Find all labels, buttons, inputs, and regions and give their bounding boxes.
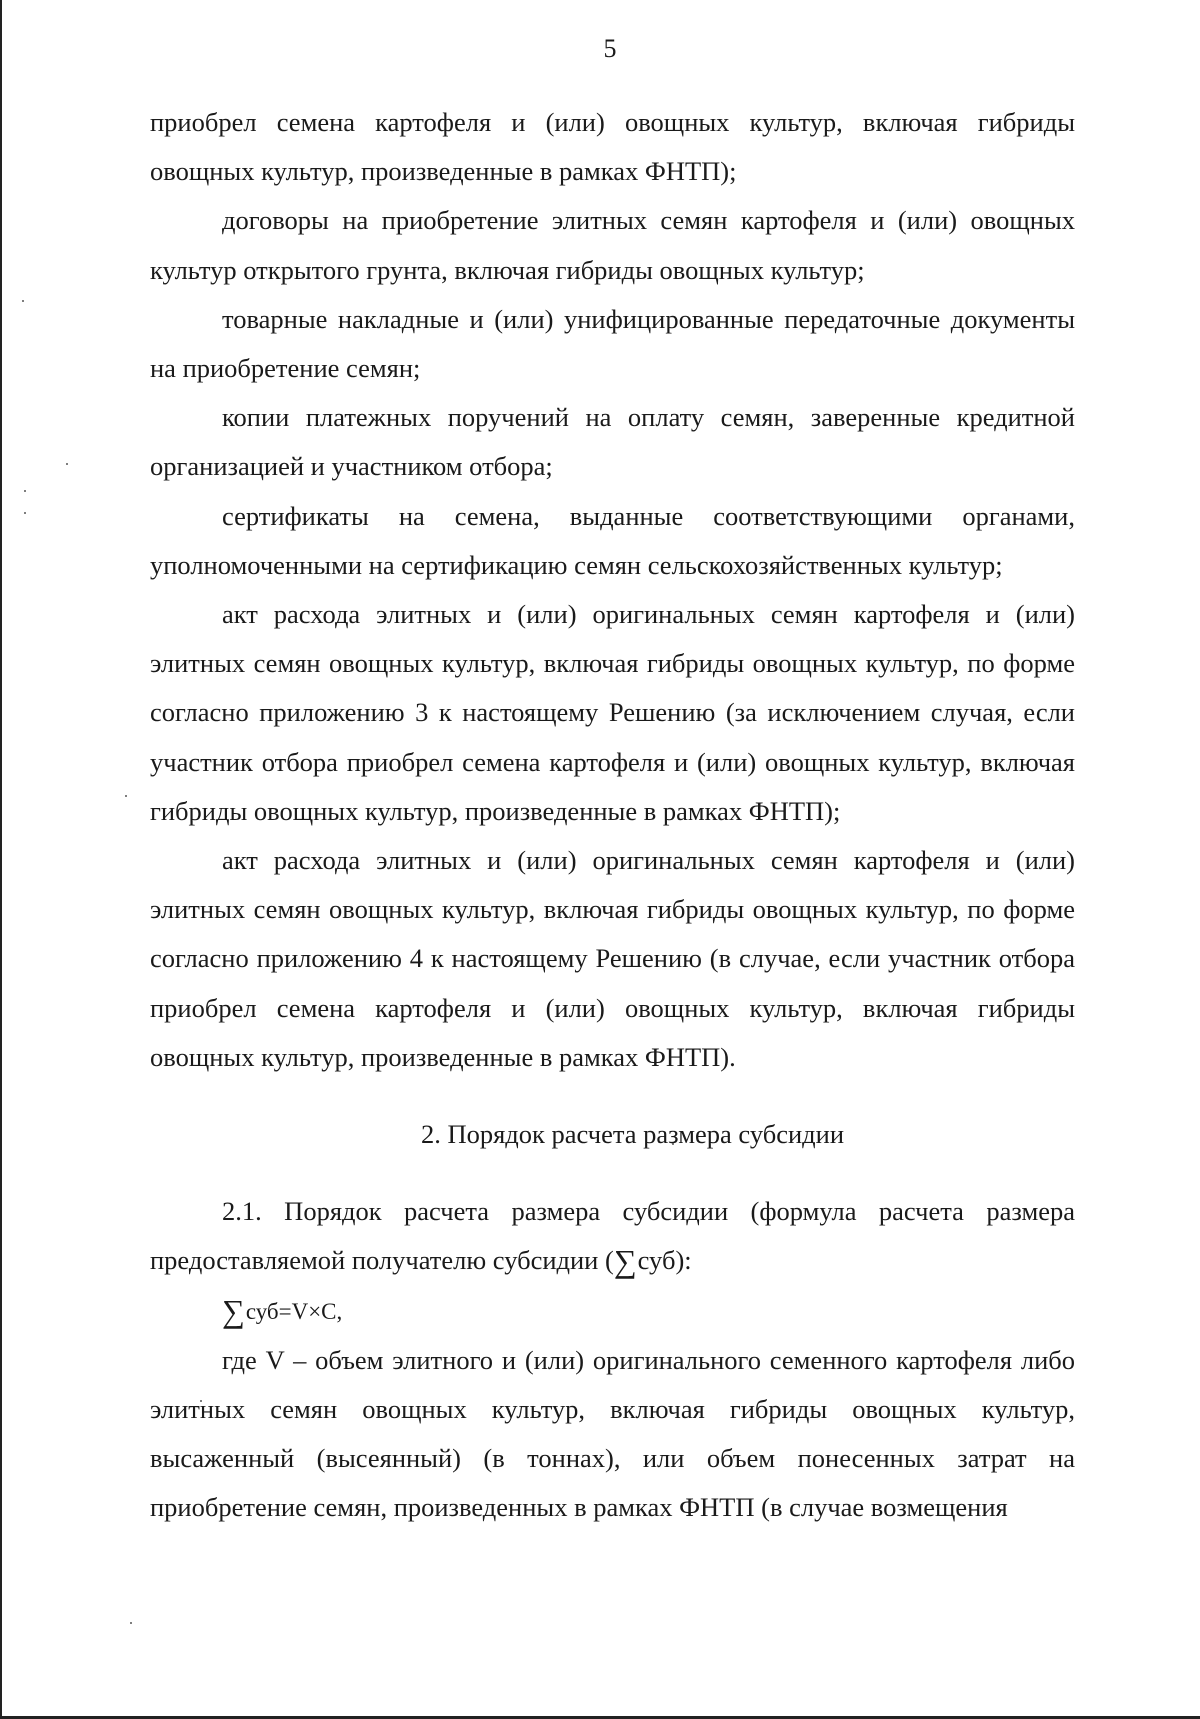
scan-speck bbox=[24, 512, 26, 514]
scan-speck bbox=[125, 795, 127, 797]
paragraph-continuation: приобрел семена картофеля и (или) овощных культур, включая гибриды овощных культур, произведенные в рамках ФНТП); bbox=[150, 107, 1075, 187]
scan-speck bbox=[66, 463, 68, 465]
scan-speck bbox=[22, 300, 24, 302]
section-heading: 2. Порядок расчета размера субсидии bbox=[420, 1119, 845, 1150]
clause-2-1-text: 2.1. Порядок расчета размера субсидии (формула расчета размера предоставляемой получателю субсидии ( bbox=[150, 1196, 1075, 1276]
scan-speck bbox=[130, 1622, 132, 1624]
paragraph-contracts: договоры на приобретение элитных семян картофеля и (или) овощных культур открытого грунта, включая гибриды овощных культур; bbox=[150, 205, 1075, 285]
sigma-symbol: ∑ bbox=[613, 1243, 637, 1280]
paragraph-payment-orders: копии платежных поручений на оплату семян, заверенные кредитной организацией и участником отбора; bbox=[150, 402, 1075, 482]
formula-text: суб=V×C, bbox=[245, 1298, 343, 1324]
page-border-left bbox=[0, 0, 2, 1719]
paragraph-certificates: сертификаты на семена, выданные соответствующими органами, уполномоченными на сертификацию семян сельскохозяйственных культур; bbox=[150, 500, 1075, 580]
page-number: 5 bbox=[603, 34, 617, 63]
clause-2-1 bbox=[150, 1187, 1075, 1285]
sigma-symbol: ∑ bbox=[222, 1292, 245, 1329]
paragraph-invoices: товарные накладные и (или) унифицированные передаточные документы на приобретение семян; bbox=[150, 303, 1075, 384]
scan-speck bbox=[24, 490, 26, 492]
paragraph-act-appendix-4: акт расхода элитных и (или) оригинальных семян картофеля и (или) элитных семян овощных культур, включая гибриды овощных культур, по форме согласно приложению 4 к настоящему Решению (в случае, если участник отбора приобрел семена картофеля и (или) овощных культур, включая гибриды овощных культур, произведенные в рамках ФНТП). bbox=[150, 845, 1075, 1072]
clause-2-1-symbol: суб bbox=[637, 1245, 676, 1276]
formula bbox=[150, 1286, 1075, 1336]
paragraph-act-appendix-3: акт расхода элитных и (или) оригинальных семян картофеля и (или) элитных семян овощных культур, включая гибриды овощных культур, по форме согласно приложению 3 к настоящему Решению (за исключением случая, если участник отбора приобрел семена картофеля и (или) овощных культур, включая гибриды овощных культур, произведенные в рамках ФНТП); bbox=[150, 599, 1075, 826]
paragraph-where: где V – объем элитного и (или) оригинального семенного картофеля либо элитных семян овощных культур, включая гибриды овощных культур, высаженный (высеянный) (в тоннах), или объем понесенных затрат на приобретение семян, произведенных в рамках ФНТП (в случае возмещения bbox=[150, 1344, 1075, 1523]
document-body bbox=[150, 98, 1075, 1533]
clause-2-1-end: ): bbox=[675, 1245, 692, 1276]
